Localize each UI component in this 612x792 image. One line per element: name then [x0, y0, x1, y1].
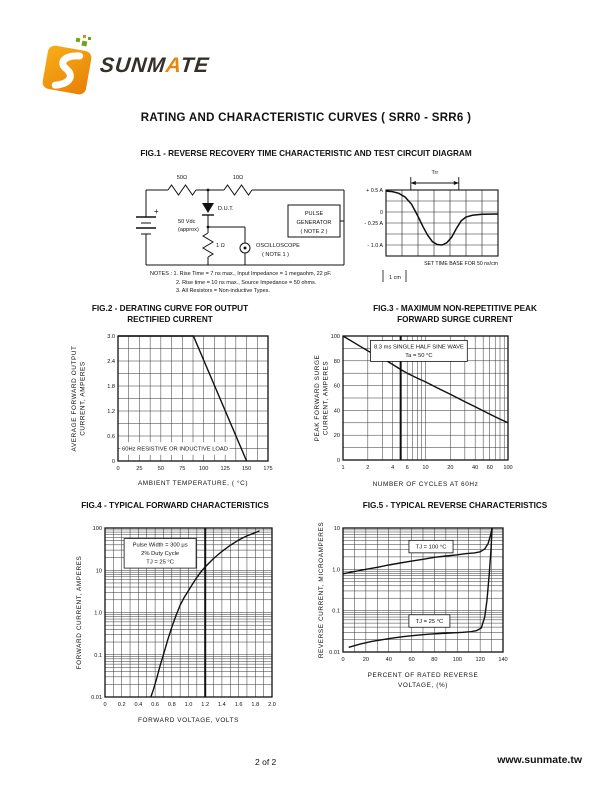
axis-titles: [314, 352, 479, 488]
svg-text:0.01: 0.01: [329, 650, 340, 656]
axis-titles: [318, 522, 478, 689]
svg-text:1.8: 1.8: [107, 384, 115, 390]
page-title: RATING AND CHARACTERISTIC CURVES ( SRR0 - SRR6 ): [140, 112, 472, 124]
cm-label: 1 cm: [389, 275, 401, 281]
svg-text:VOLTAGE, (%): VOLTAGE, (%): [398, 682, 448, 689]
annotation-text: Ta = 50 °C: [405, 352, 433, 359]
svg-text:20: 20: [333, 433, 340, 440]
fig5-heading: FIG.5 - TYPICAL REVERSE CHARACTERISTICS: [362, 501, 548, 510]
dut-diode-icon: [202, 203, 214, 215]
pulse-gen-label-1: PULSE: [304, 211, 324, 217]
battery-icon: [136, 217, 156, 234]
resistor-50ohm-label: 50Ω: [176, 175, 188, 181]
svg-text:140: 140: [498, 657, 508, 663]
svg-text:0: 0: [380, 210, 383, 216]
svg-text:1.2: 1.2: [201, 702, 210, 708]
scope-grid: [386, 190, 498, 256]
svg-text:0.1: 0.1: [94, 652, 102, 659]
svg-text:2.4: 2.4: [107, 359, 115, 365]
fig1-circuit-diagram: [128, 163, 362, 269]
svg-text:0: 0: [116, 466, 120, 472]
svg-text:25: 25: [136, 466, 143, 472]
fig1-heading: FIG.1 - REVERSE RECOVERY TIME CHARACTERISTIC AND TEST CIRCUIT DIAGRAM: [140, 149, 472, 158]
fig3-chart: [312, 326, 580, 498]
battery-plus-label: +: [154, 207, 159, 216]
oscilloscope-note-label: ( NOTE 1 ): [262, 252, 290, 258]
svg-text:80: 80: [431, 657, 438, 663]
svg-text:2: 2: [366, 465, 370, 471]
annotation-text: TJ = 25 °C: [415, 618, 444, 625]
recovery-waveform: [386, 191, 498, 245]
note-line: 3. All Resistors = Non-inductive Types.: [176, 288, 270, 295]
fig2-chart: [62, 328, 314, 498]
svg-text:0.6: 0.6: [107, 434, 115, 440]
svg-text:PEAK FORWARD SURGE: PEAK FORWARD SURGE: [314, 354, 321, 442]
website-link: www.sunmate.tw: [497, 754, 582, 766]
annotation-text: 8.3 ms SINGLE HALF SINE WAVE: [373, 344, 464, 351]
pulse-gen-label-2: GENERATOR: [296, 220, 332, 226]
svg-text:1.8: 1.8: [251, 702, 260, 708]
svg-text:0.8: 0.8: [167, 702, 176, 708]
svg-text:FORWARD VOLTAGE, VOLTS: FORWARD VOLTAGE, VOLTS: [138, 717, 239, 724]
svg-text:40: 40: [333, 408, 340, 415]
fig2-heading: FIG.2 - DERATING CURVE FOR OUTPUT RECTIFIED CURRENT: [91, 304, 249, 324]
resistor-1ohm-label: 1 Ω: [216, 243, 225, 249]
oscilloscope-label: OSCILLOSCOPE: [256, 243, 300, 249]
oscilloscope-probe-icon: [240, 243, 250, 253]
resistor-1ohm-icon: [203, 233, 213, 257]
svg-text:150: 150: [241, 466, 252, 472]
annotation-text: Pulse Width = 300 μs: [132, 542, 188, 549]
svg-text:4: 4: [391, 465, 395, 471]
svg-text:0: 0: [103, 702, 107, 708]
resistor-10ohm-icon: [224, 185, 252, 195]
svg-text:0: 0: [111, 459, 115, 465]
junction-dot: [207, 226, 210, 229]
fig4-chart: [68, 518, 320, 730]
svg-text:75: 75: [179, 466, 186, 472]
svg-text:60: 60: [486, 465, 493, 471]
wordmark-pre: SUNM: [98, 54, 168, 77]
fig4-heading: FIG.4 - TYPICAL FORWARD CHARACTERISTICS: [81, 501, 269, 510]
svg-text:PERCENT OF RATED REVERSE: PERCENT OF RATED REVERSE: [367, 672, 479, 679]
annotation-text: 60Hz RESISTIVE OR INDUCTIVE LOAD: [122, 446, 228, 453]
svg-text:120: 120: [475, 657, 485, 663]
battery-approx-label: (approx): [178, 227, 199, 233]
svg-text:+ 0.5 A: + 0.5 A: [366, 188, 383, 194]
wordmark-accent: A: [164, 54, 182, 77]
svg-text:100: 100: [452, 657, 462, 663]
svg-text:CURRENT, AMPERES: CURRENT, AMPERES: [79, 361, 87, 436]
note-line: 2. Rise time = 10 ns max., Source Impedance = 50 ohms.: [176, 279, 317, 286]
svg-text:100: 100: [92, 526, 102, 532]
annotation-text: TJ = 25 °C: [146, 559, 174, 566]
svg-text:1.0: 1.0: [184, 702, 193, 708]
fig5-chart: [316, 518, 580, 730]
logo-wordmark: [99, 54, 211, 78]
svg-text:1: 1: [341, 465, 345, 471]
svg-text:0: 0: [336, 458, 340, 464]
battery-voltage-label: 50 Vdc: [178, 219, 196, 225]
svg-text:6: 6: [405, 465, 409, 471]
wordmark-post: TE: [179, 54, 211, 77]
svg-text:100: 100: [199, 466, 209, 472]
logo-dots-icon: [76, 35, 91, 47]
svg-text:50: 50: [157, 466, 164, 472]
svg-text:1.0: 1.0: [332, 567, 340, 574]
logo: [36, 34, 102, 98]
svg-text:0.4: 0.4: [134, 702, 143, 708]
svg-text:100: 100: [503, 465, 513, 471]
svg-text:40: 40: [385, 657, 392, 663]
fig3-heading: FIG.3 - MAXIMUM NON-REPETITIVE PEAK FORWARD SURGE CURRENT: [373, 304, 537, 324]
junction-dot: [207, 189, 210, 192]
svg-text:- 0.25 A: - 0.25 A: [364, 221, 383, 227]
svg-text:AMBIENT TEMPERATURE, ( °C): AMBIENT TEMPERATURE, ( °C): [137, 480, 249, 487]
svg-text:10: 10: [95, 568, 102, 575]
page-number: 2 of 2: [255, 757, 277, 767]
svg-text:10: 10: [333, 526, 340, 532]
svg-text:0.2: 0.2: [117, 702, 126, 708]
waveform-labels: [364, 170, 498, 281]
svg-text:40: 40: [472, 465, 479, 471]
svg-text:1.4: 1.4: [218, 702, 226, 708]
fig1-waveform-chart: [350, 160, 508, 290]
svg-text:0.1: 0.1: [332, 608, 340, 615]
trr-label: Trr: [431, 170, 439, 176]
svg-text:20: 20: [447, 465, 454, 471]
resistor-50ohm-icon: [168, 185, 196, 195]
annotation-text: TJ = 100 °C: [415, 544, 447, 551]
svg-text:AVERAGE FORWARD OUTPUT: AVERAGE FORWARD OUTPUT: [71, 345, 78, 452]
svg-text:1.2: 1.2: [107, 409, 115, 415]
svg-text:60: 60: [333, 383, 340, 390]
svg-text:175: 175: [263, 466, 273, 472]
dut-label: D.U.T.: [218, 206, 234, 212]
timebase-caption: SET TIME BASE FOR 50 ns/cm: [424, 261, 498, 267]
trr-bracket: [411, 177, 459, 190]
svg-text:125: 125: [220, 466, 230, 472]
svg-text:20: 20: [362, 657, 369, 663]
logo-mark-icon: [36, 34, 102, 98]
svg-text:60: 60: [408, 657, 415, 663]
svg-text:10: 10: [422, 465, 429, 471]
svg-text:2.0: 2.0: [268, 702, 276, 708]
fig1-notes: [150, 270, 332, 296]
svg-text:100: 100: [330, 334, 340, 340]
svg-text:80: 80: [333, 358, 340, 365]
svg-text:- 1.0 A: - 1.0 A: [367, 243, 383, 249]
note-line: NOTES : 1. Rise Time = 7 ns max., Input Impedance = 1 megaohm, 22 pF.: [150, 271, 332, 277]
svg-text:CURRENT, AMPERES: CURRENT, AMPERES: [322, 360, 330, 436]
resistor-10ohm-label: 10Ω: [232, 175, 244, 181]
svg-text:1.6: 1.6: [234, 702, 243, 708]
svg-text:1.0: 1.0: [94, 610, 102, 617]
annotation-text: 2% Duty Cycle: [141, 551, 180, 558]
svg-text:0: 0: [341, 657, 345, 663]
svg-text:NUMBER OF CYCLES AT 60Hz: NUMBER OF CYCLES AT 60Hz: [372, 481, 479, 488]
svg-text:0.6: 0.6: [151, 702, 159, 708]
svg-text:3.0: 3.0: [107, 334, 115, 340]
svg-text:FORWARD CURRENT, AMPERES: FORWARD CURRENT, AMPERES: [76, 555, 83, 670]
pulse-gen-label-3: ( NOTE 2 ): [300, 229, 328, 235]
svg-text:REVERSE CURRENT, MICROAMPERES: REVERSE CURRENT, MICROAMPERES: [318, 521, 325, 659]
svg-text:0.01: 0.01: [91, 695, 102, 701]
